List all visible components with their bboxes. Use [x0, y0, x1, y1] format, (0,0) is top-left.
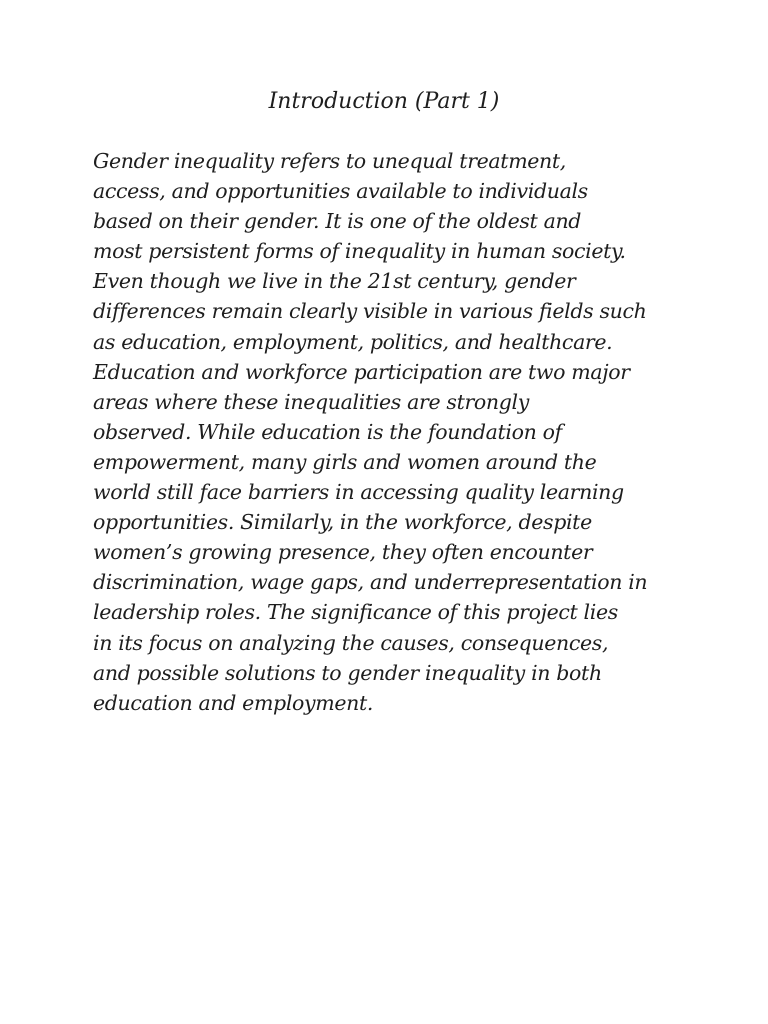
paragraph-line: Gender inequality refers to unequal treatment, — [93, 149, 566, 173]
paragraph-line: empowerment, many girls and women around the — [93, 449, 597, 474]
paragraph-line: world still face barriers in accessing quality learning — [93, 480, 624, 505]
paragraph-line: opportunities. Similarly, in the workforce, despite — [93, 510, 592, 535]
paragraph-line: access, and opportunities available to individuals — [93, 179, 588, 204]
paragraph-line: most persistent forms of inequality in human society. — [93, 239, 626, 264]
paragraph-line: in its focus on analyzing the causes, consequences, — [93, 630, 609, 655]
paragraph-line: discrimination, wage gaps, and underrepresentation in — [93, 570, 648, 595]
paragraph-line: as education, employment, politics, and healthcare. — [93, 329, 613, 354]
page-title: Introduction (Part 1) — [268, 89, 500, 114]
paragraph-line: observed. While education is the foundation of — [93, 419, 562, 444]
paragraph-line: areas where these inequalities are strongly — [93, 389, 529, 414]
paragraph-line: education and employment. — [93, 690, 374, 715]
paragraph-line: differences remain clearly visible in various fields such — [93, 299, 647, 324]
paragraph-line: based on their gender. It is one of the oldest and — [93, 209, 582, 234]
paragraph-line: Even though we live in the 21st century, gender — [93, 269, 576, 294]
paragraph-line: women’s growing presence, they often encounter — [93, 540, 593, 565]
paragraph-line: and possible solutions to gender inequality in both — [93, 660, 602, 685]
paragraph-line: leadership roles. The significance of this project lies — [93, 600, 618, 625]
paragraph-line: Education and workforce participation are two major — [93, 359, 630, 384]
body-paragraph — [93, 146, 693, 718]
